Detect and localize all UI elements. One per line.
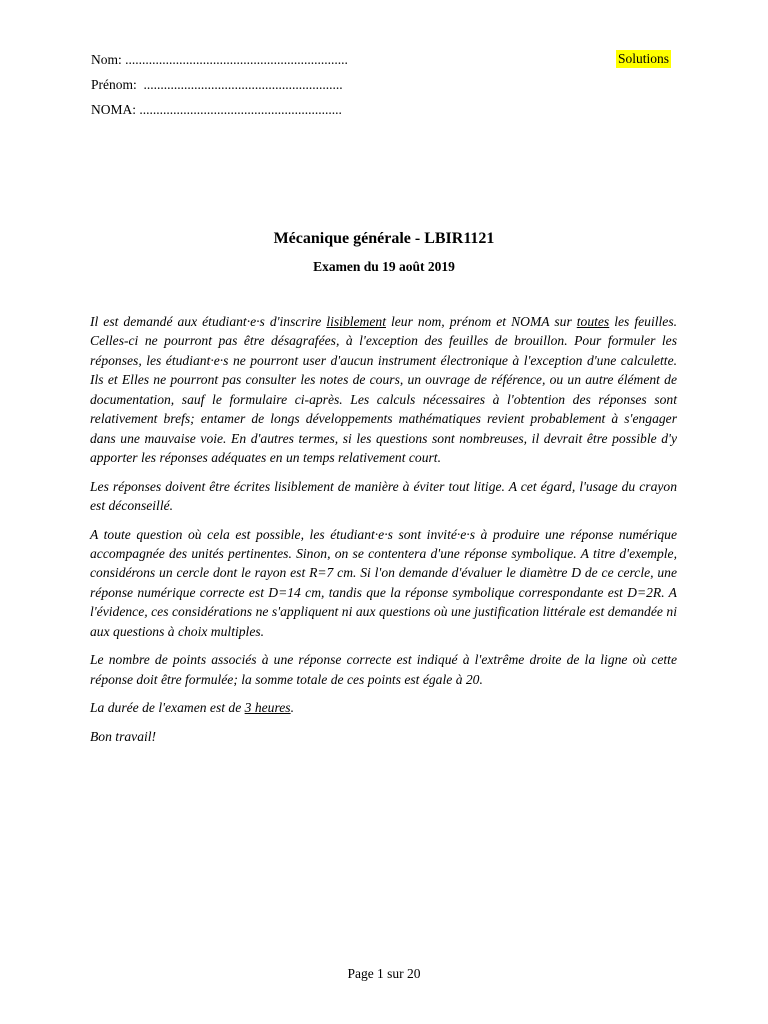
instructions-paragraph-3: A toute question où cela est possible, les étudiant·e·s sont invité·e·s à produire une réponse numérique accompagnée des unités pertinentes. Sinon, on se contentera d'une réponse symbolique. A titre d'exemple, considérons un cercle dont le rayon est R=7 cm. Si l'on demande d'évaluer le diamètre D de ce cercle, une réponse numérique correcte est D=14 cm, tandis que la réponse symbolique correspondante est D=2R. A l'évidence, ces considérations ne s'appliquent ni aux questions où une justification littérale est demandée ni aux questions à choix multiples. — [90, 526, 677, 639]
nom-dots: .................................................................. — [125, 52, 348, 67]
noma-label: NOMA: — [91, 102, 137, 117]
page-title: Mécanique générale - LBIR1121 — [273, 230, 495, 247]
prenom-label: Prénom: — [91, 77, 137, 92]
instructions-paragraph-2: Les réponses doivent être écrites lisiblement de manière à éviter tout litige. A cet égard, l'usage du crayon est déconseillé. — [90, 478, 677, 514]
solutions-badge: Solutions — [618, 51, 670, 66]
prenom-field — [91, 77, 343, 93]
p5-text-b: . — [290, 700, 294, 716]
noma-field — [91, 102, 342, 118]
instructions-paragraph-5 — [90, 698, 677, 717]
p1-text-c: les feuilles. Celles-ci ne pourront pas être désagrafées, à l'exception des feuilles de brouillon. Pour formuler les réponses, les étudiant·e·s ne pourront user d'aucun instrument électronique à l'exception d'une calculette. Ils et Elles ne pourront pas consulter les notes de cours, un ouvrage de référence, ou un autre élément de documentation, sauf le formulaire ci-après. Les calculs nécessaires à l'obtention des réponses sont relativement brefs; entamer de longs développements mathématiques revient probablement à s'engager dans une mauvaise voie. En d'autres termes, si les questions sont nombreuses, il devrait être possible d'y apporter les réponses adéquates en un temps relativement court. — [90, 314, 678, 466]
p5-underlined-duration: 3 heures — [244, 700, 291, 716]
noma-dots: ............................................................ — [139, 102, 342, 117]
instructions-paragraph-1 — [90, 312, 677, 468]
page-subtitle: Examen du 19 août 2019 — [313, 259, 455, 274]
instructions-paragraph-4: Le nombre de points associés à une réponse correcte est indiqué à l'extrême droite de la ligne où cette réponse doit être formulée; la somme totale de ces points est égale à 20. — [90, 652, 677, 687]
prenom-dots: ........................................................... — [143, 77, 343, 92]
p1-underlined-lisiblement: lisiblement — [326, 314, 386, 329]
p1-text-a: Il est demandé aux étudiant·e·s d'inscrire — [90, 314, 327, 329]
instructions-body — [90, 312, 677, 755]
nom-field — [91, 52, 348, 68]
p1-underlined-toutes: toutes — [576, 314, 610, 329]
instructions-paragraph-6: Bon travail! — [90, 728, 157, 744]
nom-label: Nom: — [91, 52, 122, 67]
p5-text-a: La durée de l'examen est de — [90, 700, 245, 716]
p1-text-b: leur nom, prénom et NOMA sur — [385, 314, 577, 329]
page-number: Page 1 sur 20 — [347, 966, 421, 981]
